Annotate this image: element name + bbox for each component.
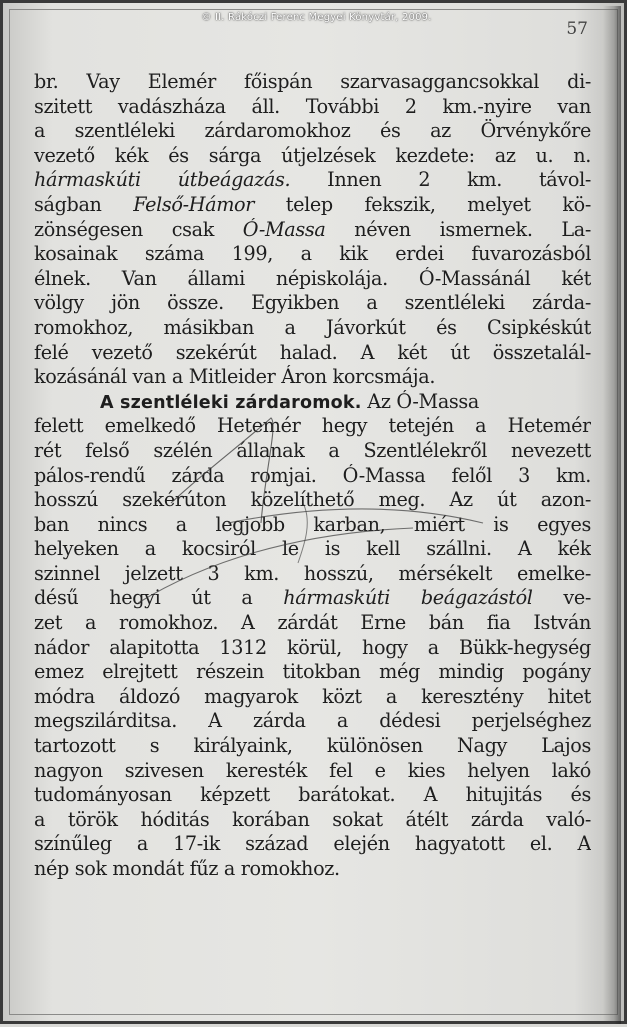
text-line: [34, 316, 591, 341]
text-line: [34, 341, 591, 366]
text-line: [34, 144, 591, 169]
text-span: ságban: [34, 192, 134, 216]
text-line: [34, 857, 591, 882]
text-line: [34, 709, 591, 734]
text-span: désű hegyi út a: [34, 586, 284, 610]
text-line: [34, 759, 591, 784]
text-span: Innen 2 km. távol-: [290, 168, 591, 192]
text-line: [34, 242, 591, 267]
text-span: emez elrejtett részein titokban még mindig pogány: [34, 660, 591, 684]
italic-term: Felső-Hámor: [133, 192, 255, 216]
text-line: [34, 291, 591, 316]
italic-term: Ó-Massa: [242, 217, 326, 241]
text-span: ve-: [532, 586, 591, 610]
text-line: [34, 660, 591, 685]
text-line: [34, 365, 591, 390]
text-line: [34, 685, 591, 710]
text-span: tudományosan képzett barátokat. A hitujitás és: [34, 783, 591, 807]
text-span: Az Ó-Massa: [361, 389, 480, 413]
text-span: nép sok mondát fűz a romokhoz.: [34, 857, 340, 880]
text-line: [34, 611, 591, 636]
italic-term: hármaskúti beágazástól: [283, 586, 533, 610]
text-line: [34, 808, 591, 833]
text-span: pálos-rendű zárda romjai. Ó-Massa felől 3 km.: [34, 463, 591, 487]
text-span: felett emelkedő Hetemér hegy tetején a Hetemér: [34, 414, 591, 438]
text-line: [34, 193, 591, 218]
text-span: nagyon szivesen keresték fel e kies helyen lakó: [34, 758, 591, 782]
text-span: megszilárditsa. A zárda a dédesi perjelséghez: [34, 709, 591, 733]
text-span: színűleg a 17-ik század elején hagyatott el. A: [34, 832, 591, 856]
italic-term: hármaskúti útbeágazás.: [34, 168, 291, 192]
text-span: néven ismernek. La-: [325, 217, 591, 241]
text-span: szinnel jelzett 3 km. hosszú, mérsékelt emelke-: [34, 561, 591, 585]
text-span: helyeken a kocsiról le is kell szállni. A kék: [34, 537, 591, 561]
text-line: [34, 414, 591, 439]
text-span: a török hóditás korában sokat átélt zárda való-: [34, 807, 591, 831]
text-span: módra áldozó magyarok közt a keresztény hitet: [34, 684, 591, 708]
text-span: nádor alapitotta 1312 körül, hogy a Bükk-hegység: [34, 635, 591, 659]
body-text: [34, 70, 591, 882]
text-line: [34, 168, 591, 193]
text-line: [34, 586, 591, 611]
text-line: [34, 218, 591, 243]
text-span: völgy jön össze. Egyikben a szentléleki zárda-: [34, 291, 591, 315]
text-line: [34, 267, 591, 292]
text-span: zet a romokhoz. A zárdát Erne bán fia István: [34, 611, 591, 635]
copyright-watermark: © II. Rákóczi Ferenc Megyei Könyvtár, 2009.: [201, 12, 432, 23]
text-span: telep fekszik, melyet kö-: [254, 192, 591, 216]
text-line: [34, 119, 591, 144]
text-line: [34, 832, 591, 857]
text-line: [34, 783, 591, 808]
text-span: hosszú szekérúton közelíthető meg. Az út azon-: [34, 488, 591, 512]
text-span: kozásánál van a Mitleider Áron korcsmája.: [34, 365, 436, 389]
text-span: szitett vadászháza áll. További 2 km.-nyire van: [34, 94, 591, 118]
page-number: 57: [566, 19, 588, 39]
text-line: [34, 636, 591, 661]
text-line: [34, 562, 591, 587]
text-span: zönségesen csak: [34, 217, 243, 241]
text-line: [34, 513, 591, 538]
text-span: romokhoz, másikban a Jávorkút és Csipkéskút: [34, 315, 591, 339]
text-span: a szentléleki zárdaromokhoz és az Örvénykőre: [34, 119, 591, 143]
text-line: [34, 390, 591, 415]
text-span: rét felső szélén állanak a Szentlélekről nevezett: [34, 438, 591, 462]
text-span: kosainak száma 199, a kik erdei fuvarozásból: [34, 242, 591, 266]
text-span: felé vezető szekérút halad. A két út összetalál-: [34, 340, 591, 364]
section-heading: A szentléleki zárdaromok.: [100, 392, 362, 413]
text-line: [34, 439, 591, 464]
text-line: [34, 95, 591, 120]
text-span: élnek. Van állami népiskolája. Ó-Massánál két: [34, 266, 591, 290]
text-line: [34, 734, 591, 759]
text-line: [34, 70, 591, 95]
text-span: vezető kék és sárga útjelzések kezdete: az u. n.: [34, 143, 591, 167]
text-line: [34, 464, 591, 489]
text-span: br. Vay Elemér főispán szarvasaggancsokkal di-: [34, 70, 591, 93]
text-line: [34, 537, 591, 562]
text-span: ban nincs a legjobb karban, miért is egyes: [34, 512, 591, 536]
text-span: tartozott s királyaink, különösen Nagy Lajos: [34, 734, 591, 758]
page-spine-shadow: [603, 6, 621, 1024]
text-line: [34, 488, 591, 513]
